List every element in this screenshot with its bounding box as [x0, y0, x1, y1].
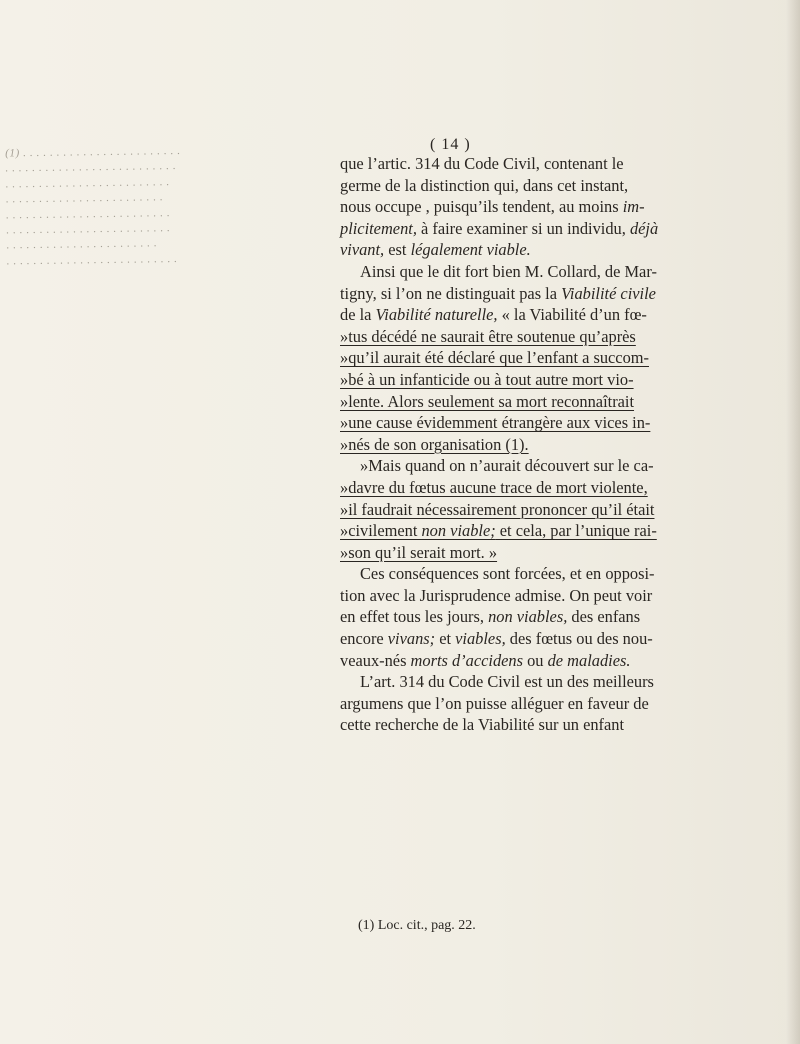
underlined-line: [340, 369, 776, 391]
italic-run: non viables,: [488, 607, 568, 627]
page-number: ( 14 ): [430, 136, 471, 153]
italic-run: viables,: [455, 629, 506, 649]
margin-note-line: . . . . . . . . . . . . . . . . . . . . . . . . . .: [6, 252, 178, 268]
italic-run: plicitement,: [340, 218, 417, 238]
margin-note-line: . . . . . . . . . . . . . . . . . . . . . . . . .: [6, 222, 171, 237]
text-run: est: [384, 240, 411, 260]
italic-run: Viabilité naturelle,: [375, 305, 498, 325]
text-run: cette recherche de la Viabilité sur un enfant: [340, 715, 625, 735]
underlined-line: [340, 520, 776, 542]
text-run: tigny, si l’on ne distinguait pas la: [340, 283, 562, 303]
text-line: [340, 196, 776, 218]
text-run: des enfans: [567, 607, 641, 627]
margin-note-line: (1) . . . . . . . . . . . . . . . . . . . . . . . .: [5, 144, 181, 160]
handwritten-margin-note: [5, 142, 347, 270]
text-run: ou: [523, 650, 548, 670]
text-run: »Mais quand on n’aurait découvert sur le ca-: [360, 456, 654, 476]
italic-run: im-: [622, 197, 645, 217]
text-line: [340, 218, 776, 240]
italic-run: Viabilité civile: [561, 283, 656, 303]
text-run: »il faudrait nécessairement prononcer qu’il était: [340, 499, 655, 519]
text-line: [340, 153, 776, 175]
text-run: de la: [340, 305, 376, 325]
text-line: [340, 585, 776, 607]
text-run: »civilement: [340, 521, 422, 541]
page-edge-shadow: [786, 0, 800, 1044]
text-run: »une cause évidemment étrangère aux vices in-: [340, 413, 651, 433]
text-line: [340, 650, 776, 672]
italic-run: non viable;: [421, 521, 496, 541]
text-run: germe de la distinction qui, dans cet instant,: [340, 175, 629, 195]
text-line: [340, 628, 776, 650]
underlined-line: [340, 326, 776, 348]
text-run: des fœtus ou des nou-: [505, 629, 653, 649]
text-run: Ainsi que le dit fort bien M. Collard, de Mar-: [360, 261, 657, 281]
underlined-line: [340, 434, 776, 456]
text-line: [340, 714, 776, 736]
underlined-line: [340, 347, 776, 369]
margin-note-line: . . . . . . . . . . . . . . . . . . . . . . . . . .: [5, 160, 177, 175]
text-line: [340, 671, 776, 693]
text-run: et cela, par l’unique rai-: [495, 521, 657, 541]
text-run: encore: [340, 629, 388, 649]
text-line: [340, 283, 776, 305]
italic-run: vivant,: [340, 240, 385, 260]
underlined-line: [340, 391, 776, 413]
text-run: nous occupe , puisqu’ils tendent, au moins: [340, 197, 623, 217]
text-line: [340, 261, 776, 283]
margin-note-line: . . . . . . . . . . . . . . . . . . . . . . . . .: [5, 175, 170, 191]
body-text: [340, 153, 776, 736]
text-run: »son qu’il serait mort. »: [340, 542, 498, 562]
text-run: veaux-nés: [340, 650, 411, 670]
text-run: Ces conséquences sont forcées, et en opposi-: [360, 564, 655, 584]
text-line: [340, 563, 776, 585]
text-run: et: [435, 629, 456, 649]
text-run: »davre du fœtus aucune trace de mort violente,: [340, 477, 648, 497]
text-line: [340, 455, 776, 477]
text-run: argumens que l’on puisse alléguer en faveur de: [340, 693, 649, 713]
margin-note-line: . . . . . . . . . . . . . . . . . . . . . . . .: [5, 191, 164, 206]
italic-run: morts d’accidens: [410, 650, 523, 670]
italic-run: légalement viable.: [410, 240, 531, 260]
text-line: [340, 606, 776, 628]
italic-run: vivans;: [387, 629, 436, 649]
text-run: »bé à un infanticide ou à tout autre mort vio-: [340, 369, 634, 389]
text-run: »nés de son organisation (1).: [340, 434, 529, 454]
text-line: [340, 175, 776, 197]
underlined-line: [340, 477, 776, 499]
italic-run: de maladies.: [547, 650, 631, 670]
text-run: à faire examiner si un individu,: [416, 218, 630, 238]
underlined-line: [340, 499, 776, 521]
margin-note-line: . . . . . . . . . . . . . . . . . . . . . . .: [6, 237, 158, 252]
underlined-line: [340, 412, 776, 434]
text-run: »qu’il aurait été déclaré que l’enfant a succom-: [340, 348, 649, 368]
underlined-line: [340, 542, 776, 564]
text-line: [340, 304, 776, 326]
text-run: tion avec la Jurisprudence admise. On peut voir: [340, 585, 653, 605]
text-line: [340, 239, 776, 261]
margin-note-line: . . . . . . . . . . . . . . . . . . . . . . . . .: [6, 206, 171, 221]
text-run: « la Viabilité d’un fœ-: [497, 305, 647, 325]
text-run: en effet tous les jours,: [340, 607, 489, 627]
text-run: »tus décédé ne saurait être soutenue qu’après: [340, 326, 636, 346]
text-line: [340, 693, 776, 715]
text-run: L’art. 314 du Code Civil est un des meilleurs: [360, 672, 654, 692]
italic-run: déjà: [629, 218, 659, 238]
footnote: (1) Loc. cit., pag. 22.: [358, 918, 476, 933]
text-run: que l’artic. 314 du Code Civil, contenant le: [340, 154, 624, 173]
text-run: »lente. Alors seulement sa mort reconnaîtrait: [340, 391, 635, 411]
